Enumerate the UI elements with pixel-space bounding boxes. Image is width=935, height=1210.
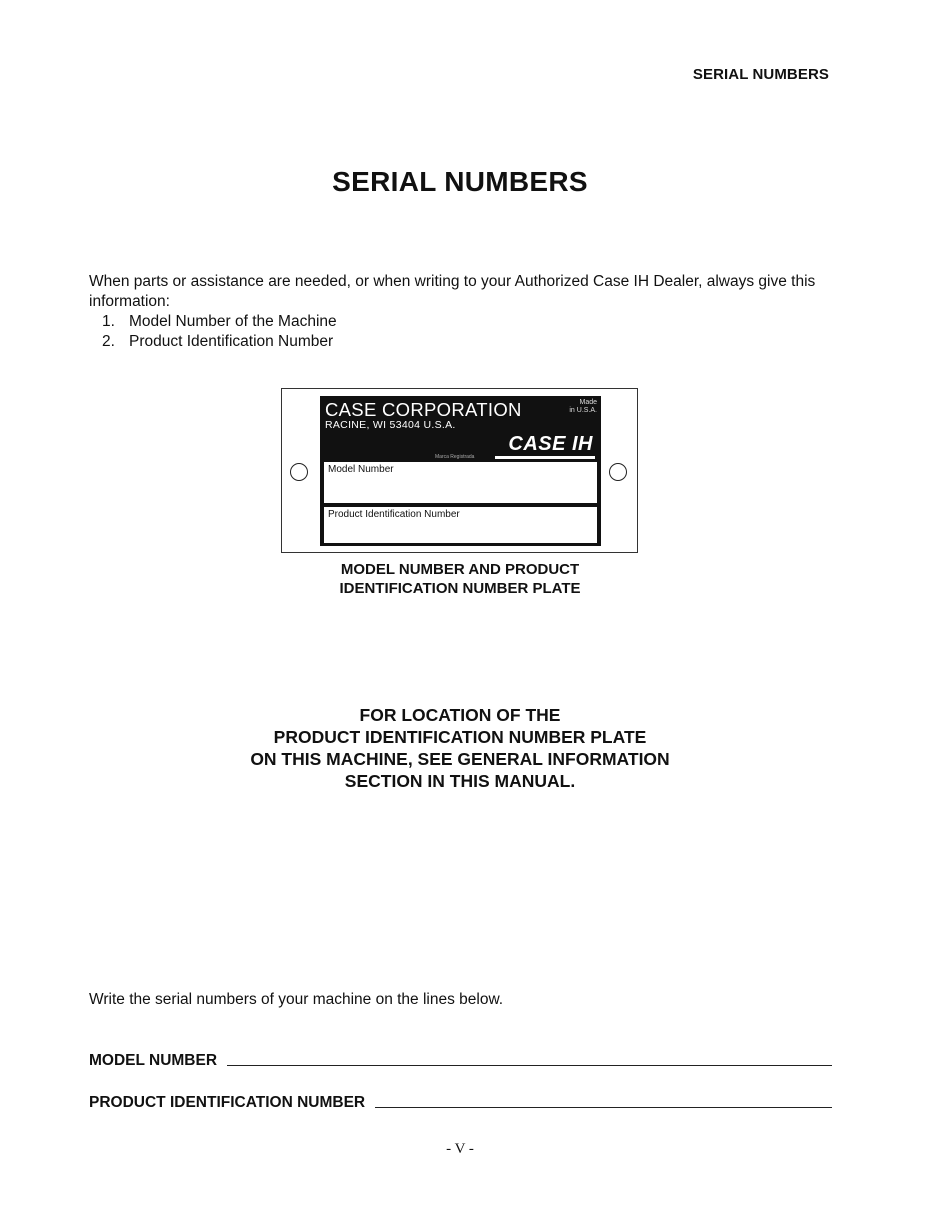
- plate-made-in: [569, 399, 597, 415]
- model-number-label: MODEL NUMBER: [89, 1052, 218, 1069]
- model-number-line[interactable]: [227, 1065, 832, 1066]
- intro-paragraph: When parts or assistance are needed, or when writing to your Authorized Case IH Dealer, always give this information:: [89, 273, 816, 310]
- plate-address: RACINE, WI 53404 U.S.A.: [325, 419, 456, 431]
- page-number: - V -: [446, 1141, 474, 1157]
- page-title: SERIAL NUMBERS: [332, 166, 588, 197]
- model-number-entry: [89, 1052, 832, 1070]
- pin-line[interactable]: [375, 1107, 832, 1108]
- mounting-hole-icon: [609, 463, 627, 481]
- plate-pin-label: Product Identification Number: [328, 509, 460, 520]
- made-in-line1: Made: [579, 399, 597, 406]
- note-line: FOR LOCATION OF THE: [359, 705, 561, 725]
- pin-label: PRODUCT IDENTIFICATION NUMBER: [89, 1094, 366, 1111]
- list-item-text: Model Number of the Machine: [129, 313, 337, 330]
- plate-model-label: Model Number: [328, 464, 394, 475]
- location-note: [0, 704, 920, 792]
- list-item-number: 1.: [102, 313, 115, 330]
- running-header: SERIAL NUMBERS: [692, 66, 829, 83]
- pin-entry: [89, 1094, 832, 1112]
- list-item: [89, 332, 834, 352]
- figure-caption: [0, 560, 920, 598]
- identification-plate: [320, 396, 601, 546]
- note-line: SECTION IN THIS MANUAL.: [344, 771, 576, 791]
- plate-company-name: CASE CORPORATION: [325, 399, 522, 420]
- plate-model-field: [324, 462, 597, 503]
- write-instruction: Write the serial numbers of your machine on the lines below.: [89, 991, 504, 1008]
- list-item-number: 2.: [102, 333, 115, 350]
- case-ih-logo: CASE IH: [508, 433, 593, 455]
- logo-underline-bar: [495, 456, 595, 459]
- caption-line: MODEL NUMBER AND PRODUCT: [340, 561, 580, 578]
- plate-pin-field: [324, 507, 597, 543]
- note-line: ON THIS MACHINE, SEE GENERAL INFORMATION: [250, 749, 670, 769]
- list-item: [89, 312, 834, 332]
- identification-plate-figure: [281, 388, 638, 553]
- made-in-line2: in U.S.A.: [569, 407, 597, 414]
- info-list: [89, 312, 834, 352]
- mounting-hole-icon: [290, 463, 308, 481]
- registered-mark: Marca Registrada: [435, 454, 475, 460]
- list-item-text: Product Identification Number: [129, 333, 334, 350]
- caption-line: IDENTIFICATION NUMBER PLATE: [339, 580, 581, 597]
- note-line: PRODUCT IDENTIFICATION NUMBER PLATE: [273, 727, 647, 747]
- intro-section: [89, 272, 834, 352]
